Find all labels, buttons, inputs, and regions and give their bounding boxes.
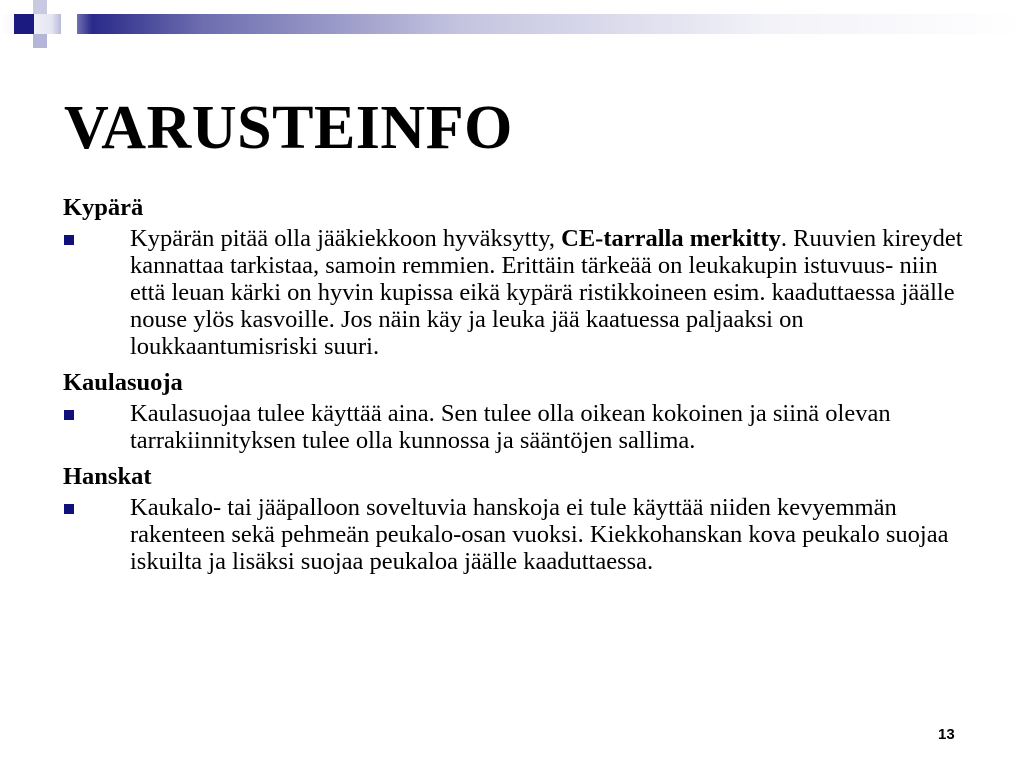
bullet-text: Kaulasuojaa tulee käyttää aina. Sen tulee olla oikean kokoinen ja siinä olevan tarrakiinnityksen tulee olla kunnossa ja sääntöjen sallima. — [130, 400, 891, 454]
header-square-decoration — [33, 0, 47, 14]
section-heading-hanskat: Hanskat — [63, 463, 152, 490]
header-gradient-bar — [0, 14, 1024, 34]
header-square-decoration — [14, 14, 34, 34]
bullet-text: Kaukalo- tai jääpalloon soveltuvia hanskoja ei tule käyttää niiden kevyemmän rakenteen sekä pehmeän peukalo-osan vuoksi. Kiekkohanskan kova peukalo suojaa iskuilta ja lisäksi suojaa peukaloa jäälle kaaduttaessa. — [130, 494, 949, 575]
square-bullet-icon — [64, 504, 74, 514]
bullet-item-kaulasuoja — [63, 400, 963, 454]
section-heading-kypara: Kypärä — [63, 194, 144, 221]
header-square-decoration — [47, 0, 61, 14]
bullet-item-hanskat — [63, 494, 963, 575]
header-square-decoration — [33, 34, 47, 48]
square-bullet-icon — [64, 410, 74, 420]
slide-title: VARUSTEINFO — [64, 94, 513, 162]
section-heading-kaulasuoja: Kaulasuoja — [63, 369, 183, 396]
header-square-decoration — [61, 14, 77, 34]
bullet-text: . Ruuvien kireydet kannattaa tarkistaa, samoin remmien. Erittäin tärkeää on leukakupin istuvuus- niin että leuan kärki on hyvin kupissa eikä kypärä ristikkoineen esim. kaaduttaessa jäälle nouse ylös kasvoille. Jos näin käy ja leuka jää kaatuessa paljaaksi on loukkaantumisriski suuri. — [130, 225, 963, 360]
square-bullet-icon — [64, 235, 74, 245]
bullet-item-kypara — [63, 225, 963, 360]
page-number: 13 — [938, 726, 955, 743]
bullet-text: Kypärän pitää olla jääkiekkoon hyväksytty, — [130, 225, 562, 252]
slide-content — [63, 194, 963, 584]
bullet-text-bold: CE-tarralla merkitty — [561, 225, 781, 252]
header-square-decoration — [0, 34, 14, 48]
